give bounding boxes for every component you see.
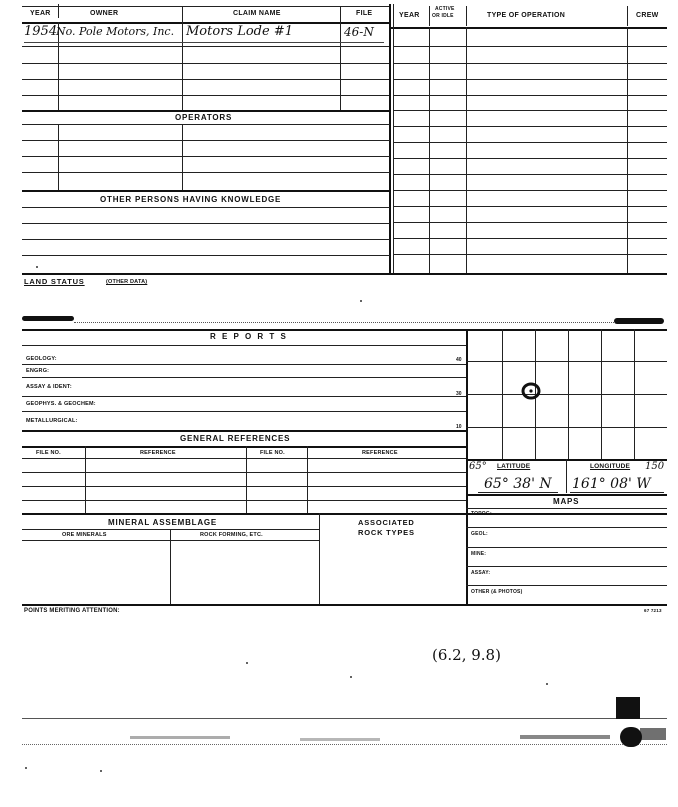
map-assay-label: ASSAY: [471,570,491,576]
report-num-metallurgical: 10 [456,424,462,430]
form-code: 67 7213 [644,608,662,613]
mineral-assemblage-heading: MINERAL ASSEMBLAGE [108,518,218,527]
report-label-metallurgical: METALLURGICAL: [26,418,78,424]
longitude-label: LONGITUDE [590,463,631,470]
map-topog-label: TOPOG: [471,511,492,517]
scan-mark-left [22,316,74,321]
operators-heading: OPERATORS [175,113,233,122]
reports-heading: R E P O R T S [210,332,288,341]
col-active-header-2: OR IDLE [432,13,454,19]
associated-rock-types-1: ASSOCIATED [358,518,415,527]
col-year2-header: YEAR [399,12,420,19]
col-year-header: YEAR [30,10,51,17]
longitude-value: 161° 08' W [572,476,651,492]
latitude-value: 65° 38' N [484,476,552,492]
map-geol-label: GEOL: [471,531,488,537]
latitude-prefix: 65° [469,461,487,472]
col-file-header: FILE [356,10,373,17]
scan-block-mark [616,697,640,719]
col-owner-header: OWNER [90,10,119,17]
claim-year: 1954 [24,24,58,39]
ref-col-reference-2: REFERENCE [362,450,398,456]
report-label-geophys: GEOPHYS. & GEOCHEM: [26,401,96,407]
scan-blob-mark [620,727,642,747]
latitude-label: LATITUDE [497,463,531,470]
claim-owner: No. Pole Motors, Inc. [56,25,175,38]
claim-file: 46-N [344,25,374,39]
maps-heading: MAPS [553,497,580,506]
col-active-header-1: ACTIVE [435,6,455,12]
col-ore-minerals: ORE MINERALS [62,532,107,538]
col-claim-name-header: CLAIM NAME [233,10,281,17]
map-mine-label: MINE: [471,551,487,557]
ref-col-file-no-1: FILE NO. [36,450,61,456]
report-label-assay: ASSAY & IDENT: [26,384,72,390]
location-marker-icon [518,380,544,402]
claim-name: Motors Lode #1 [186,24,293,39]
general-references-heading: GENERAL REFERENCES [180,434,291,443]
coordinates-note: (6.2, 9.8) [432,646,501,664]
longitude-suffix: 150 [645,461,665,472]
ref-col-file-no-2: FILE NO. [260,450,285,456]
report-label-geology: GEOLOGY: [26,356,57,362]
other-persons-heading: OTHER PERSONS HAVING KNOWLEDGE [100,195,282,204]
report-num-geology: 40 [456,357,462,363]
report-num-assay: 30 [456,391,462,397]
col-crew-header: CREW [636,12,659,19]
col-type-of-operation-header: TYPE OF OPERATION [487,12,566,19]
map-other-label: OTHER (& PHOTOS) [471,589,523,595]
report-label-engrg: ENGRG: [26,368,50,374]
land-status-subheading: (OTHER DATA) [106,279,148,285]
land-status-heading: LAND STATUS [24,277,85,286]
ref-col-reference-1: REFERENCE [140,450,176,456]
points-meriting-label: POINTS MERITING ATTENTION: [24,608,120,614]
col-rock-forming: ROCK FORMING, ETC. [200,532,263,538]
associated-rock-types-2: ROCK TYPES [358,528,415,537]
scan-mark-right [614,318,664,324]
